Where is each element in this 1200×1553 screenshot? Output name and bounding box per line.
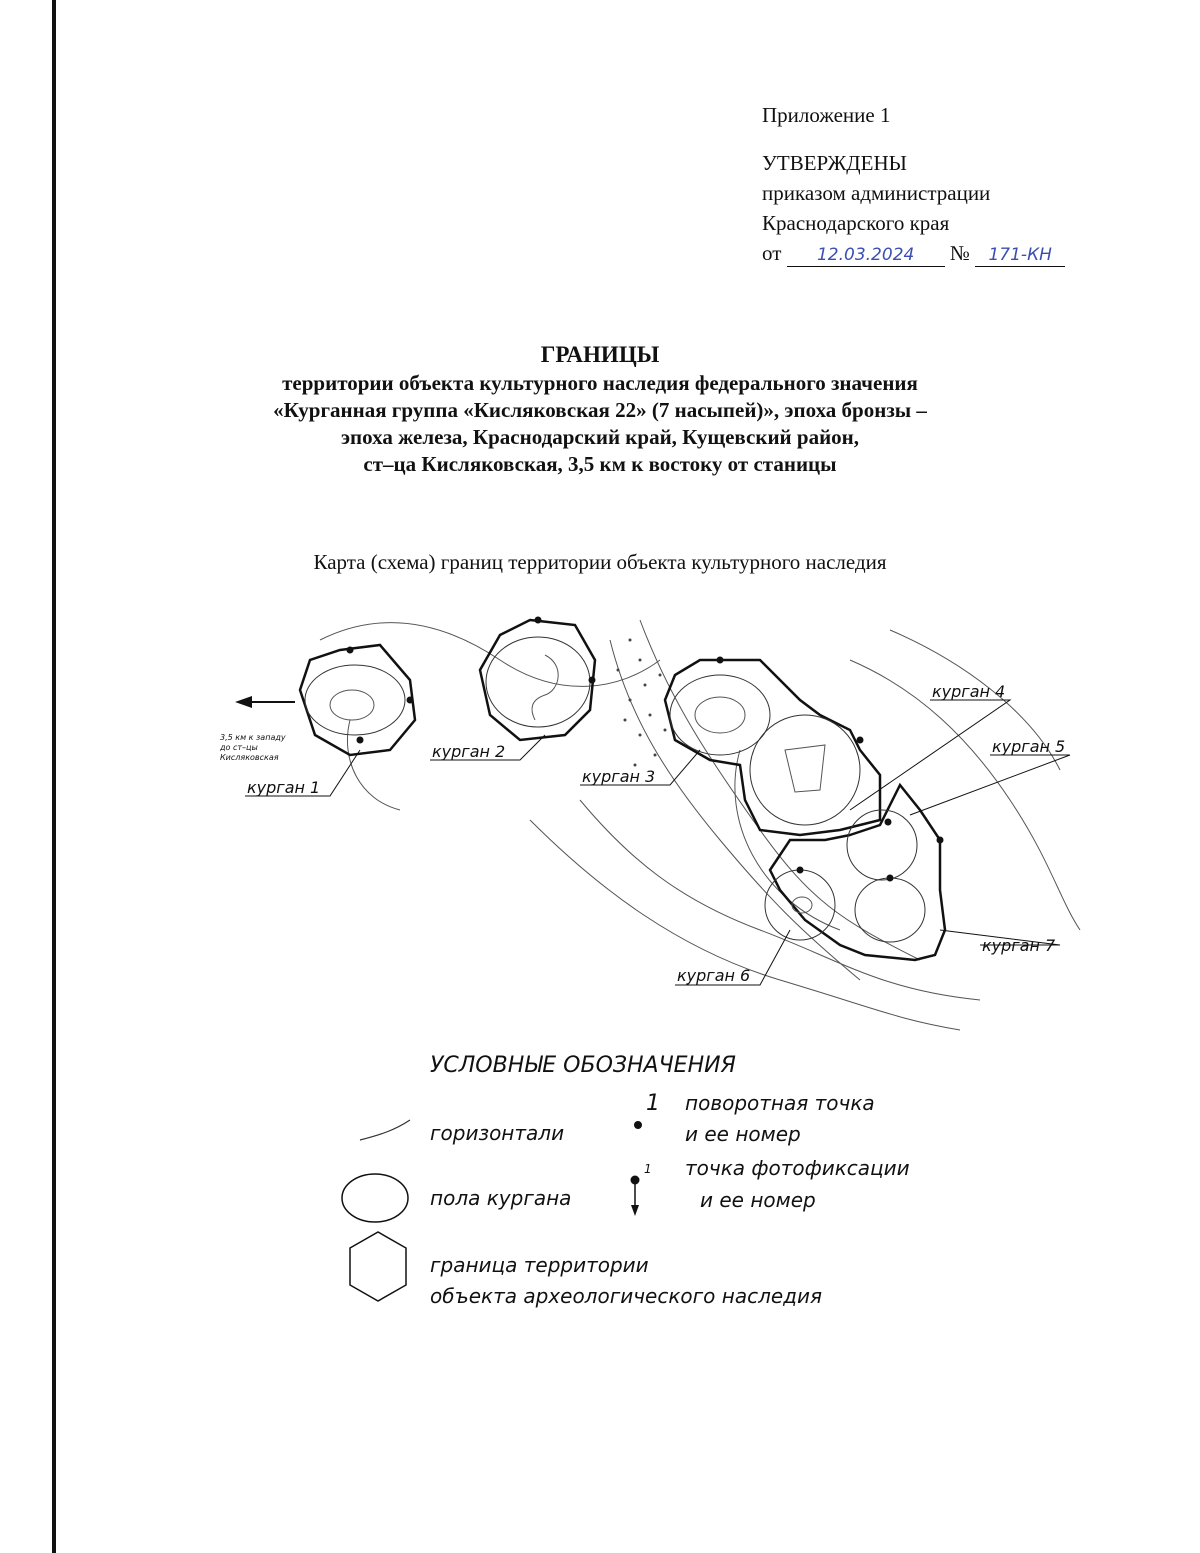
mound-3-contour — [695, 697, 745, 733]
mound-label-7: курган 7 — [982, 936, 1056, 955]
handwritten-number: 171-КН — [975, 244, 1065, 267]
mound-label-5: курган 5 — [992, 737, 1066, 756]
map-legend — [330, 1040, 1010, 1320]
mound-label-1: курган 1 — [247, 778, 321, 797]
mound-label-6: курган 6 — [677, 966, 751, 985]
mound-6-floor — [765, 870, 835, 940]
westward-arrow — [235, 696, 295, 708]
mound-leader-lines — [245, 700, 1070, 985]
boundary-symbol — [350, 1232, 406, 1301]
legend-photo-point-2: и ее номер — [700, 1188, 816, 1212]
number-prefix: № — [949, 241, 970, 265]
handwritten-date: 12.03.2024 — [787, 244, 945, 267]
turn-point-number: 1 — [646, 1091, 660, 1116]
mound-2-floor — [486, 637, 590, 727]
approval-block — [762, 100, 1065, 268]
title-line-2: «Курганная группа «Кисляковская 22» (7 насыпей)», эпоха бронзы – — [273, 398, 927, 422]
approved-label: УТВЕРЖДЕНЫ — [762, 151, 907, 175]
photo-point-symbol — [631, 1176, 640, 1217]
mound-2-boundary — [480, 620, 595, 740]
from-prefix: от — [762, 241, 782, 265]
title-heading: ГРАНИЦЫ — [540, 342, 660, 367]
mound-1-contour — [330, 690, 374, 720]
mound-4-floor — [750, 715, 860, 825]
approval-line-1: приказом администрации — [762, 181, 991, 205]
approval-line-2: Краснодарского края — [762, 211, 950, 235]
annex-label: Приложение 1 — [762, 103, 891, 127]
turn-point-symbol — [634, 1121, 642, 1129]
title-line-3: эпоха железа, Краснодарский край, Кущевский район, — [340, 425, 860, 449]
boundary-map — [200, 600, 1100, 1040]
page-binding-edge — [52, 0, 56, 1553]
mound-label-3: курган 3 — [582, 767, 656, 786]
dotted-strip — [617, 639, 667, 767]
west-note-line-2: до ст–цы — [220, 743, 258, 752]
legend-turn-point-1: поворотная точка — [685, 1091, 875, 1115]
mound-4-contour — [785, 745, 825, 792]
west-note-line-1: 3,5 км к западу — [220, 733, 286, 742]
mound-3-4-boundary — [665, 660, 880, 835]
title-line-1: территории объекта культурного наследия федерального значения — [282, 371, 918, 395]
mound-label-4: курган 4 — [932, 682, 1006, 701]
mound-7-floor — [855, 878, 925, 942]
legend-contours: горизонтали — [430, 1121, 565, 1145]
legend-turn-point-2: и ее номер — [685, 1122, 801, 1146]
document-title — [160, 340, 1040, 478]
legend-boundary-2: объекта археологического наследия — [430, 1284, 823, 1308]
legend-boundary-1: граница территории — [430, 1253, 649, 1277]
legend-photo-point-1: точка фотофиксации — [685, 1156, 910, 1180]
photo-point-number: 1 — [644, 1162, 652, 1176]
mound-1-floor — [305, 665, 405, 735]
west-note-line-3: Кисляковская — [220, 753, 279, 762]
legend-title: УСЛОВНЫЕ ОБОЗНАЧЕНИЯ — [430, 1053, 736, 1078]
mound-label-2: курган 2 — [432, 742, 506, 761]
title-line-4: ст–ца Кисляковская, 3,5 км к востоку от станицы — [363, 452, 837, 476]
map-caption: Карта (схема) границ территории объекта культурного наследия — [313, 550, 887, 574]
contour-line-symbol — [360, 1120, 410, 1140]
legend-mound-floor: пола кургана — [430, 1186, 572, 1210]
mound-floor-symbol — [342, 1174, 408, 1222]
mound-2-contour — [532, 655, 558, 720]
approval-date-line — [762, 238, 1065, 268]
